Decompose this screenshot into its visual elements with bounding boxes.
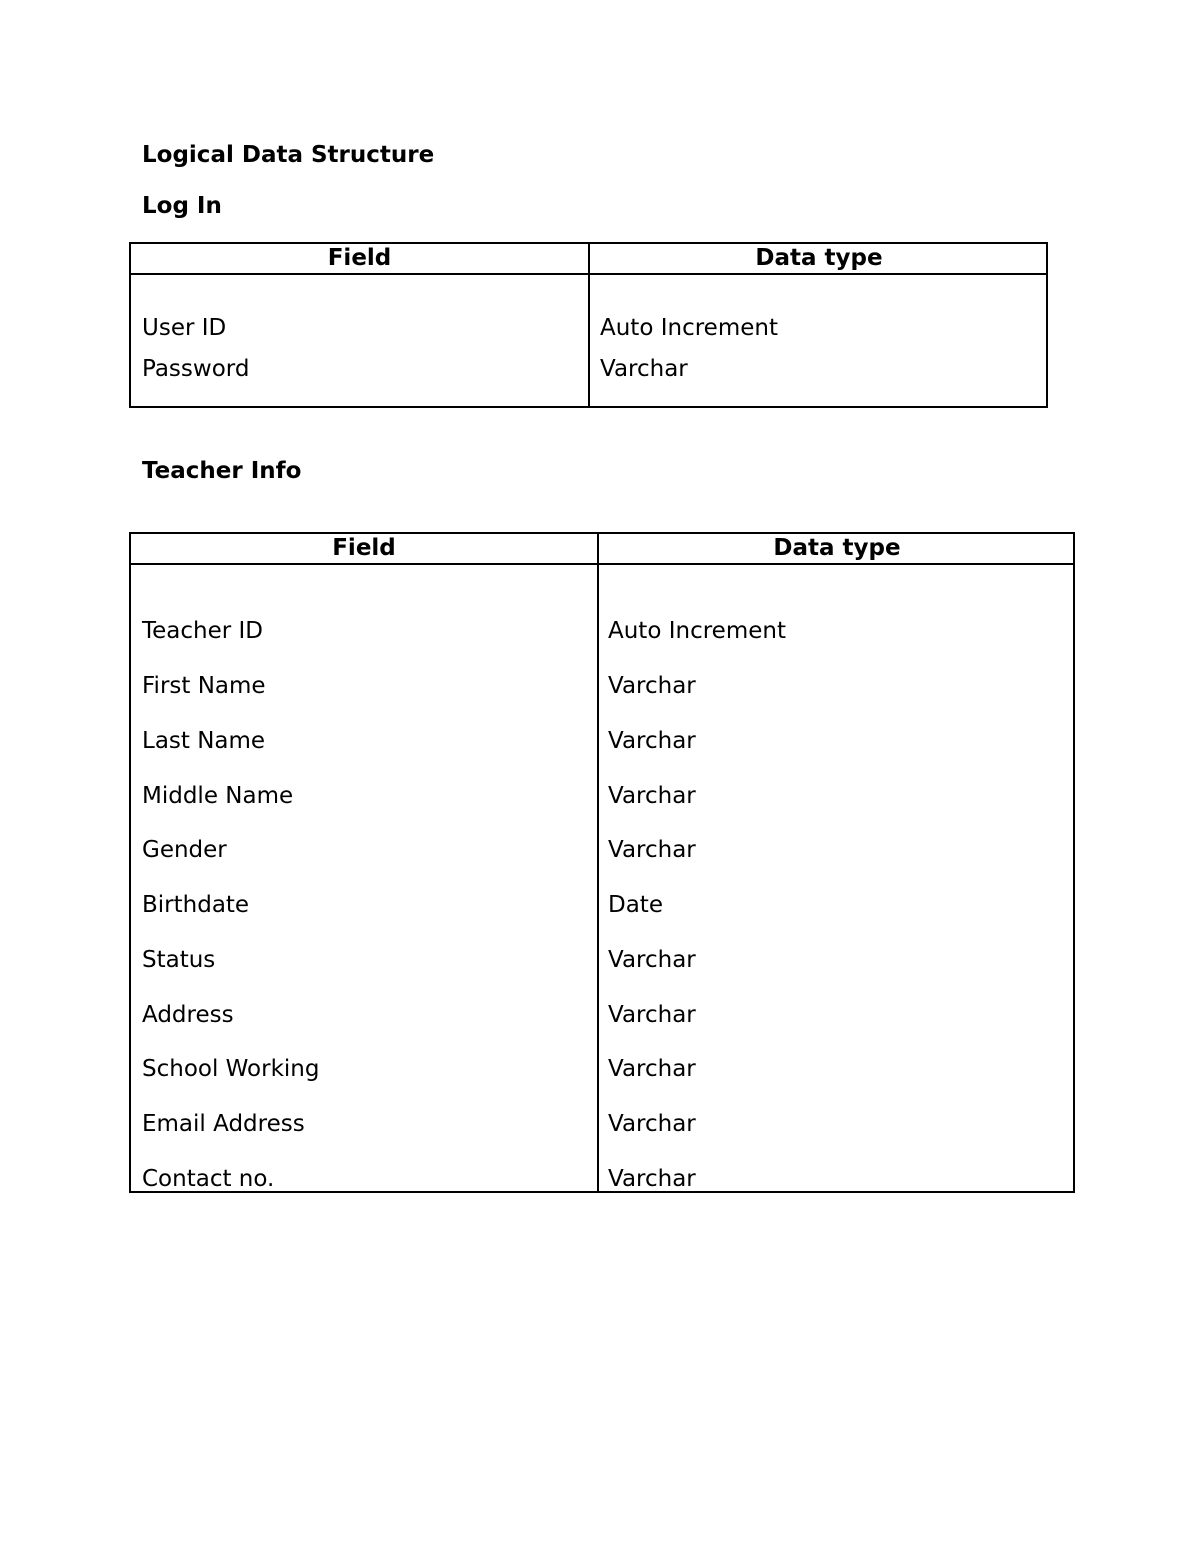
teacher-row-data-type: Varchar [608,728,696,754]
teacher-row-data-type: Varchar [608,1056,696,1082]
teacher-row-field: Contact no. [142,1166,275,1192]
teacher-row-field: Teacher ID [142,618,264,644]
teacher-row-data-type: Varchar [608,673,696,699]
teacher-row-field: Birthdate [142,892,250,918]
login-table-header-field: Field [327,245,392,271]
login-table-header-data-type: Data type [755,245,883,271]
teacher-row-field: Address [142,1002,234,1028]
teacher-row-field: First Name [142,673,266,699]
teacher-row-field: Status [142,947,216,973]
login-table [129,242,1048,408]
document-title: Logical Data Structure [142,142,435,168]
teacher-table-column-divider [597,534,599,1191]
teacher-row-data-type: Date [608,892,663,918]
teacher-table-header-field: Field [332,535,396,561]
teacher-row-data-type: Varchar [608,1166,696,1192]
teacher-row-data-type: Auto Increment [608,618,786,644]
teacher-info-table [129,532,1075,1193]
login-row-1-data-type: Auto Increment [600,315,778,341]
login-row-1-field: User ID [142,315,227,341]
teacher-row-data-type: Varchar [608,1111,696,1137]
teacher-row-field: Gender [142,837,227,863]
teacher-row-field: School Working [142,1056,320,1082]
teacher-row-data-type: Varchar [608,947,696,973]
teacher-row-data-type: Varchar [608,1002,696,1028]
teacher-section-heading: Teacher Info [142,458,302,484]
login-row-2-field: Password [142,356,250,382]
teacher-row-data-type: Varchar [608,837,696,863]
teacher-row-field: Email Address [142,1111,305,1137]
teacher-row-field: Last Name [142,728,266,754]
teacher-row-data-type: Varchar [608,783,696,809]
teacher-table-header-data-type: Data type [773,535,901,561]
login-section-heading: Log In [142,193,222,219]
teacher-row-field: Middle Name [142,783,294,809]
login-row-2-data-type: Varchar [600,356,688,382]
